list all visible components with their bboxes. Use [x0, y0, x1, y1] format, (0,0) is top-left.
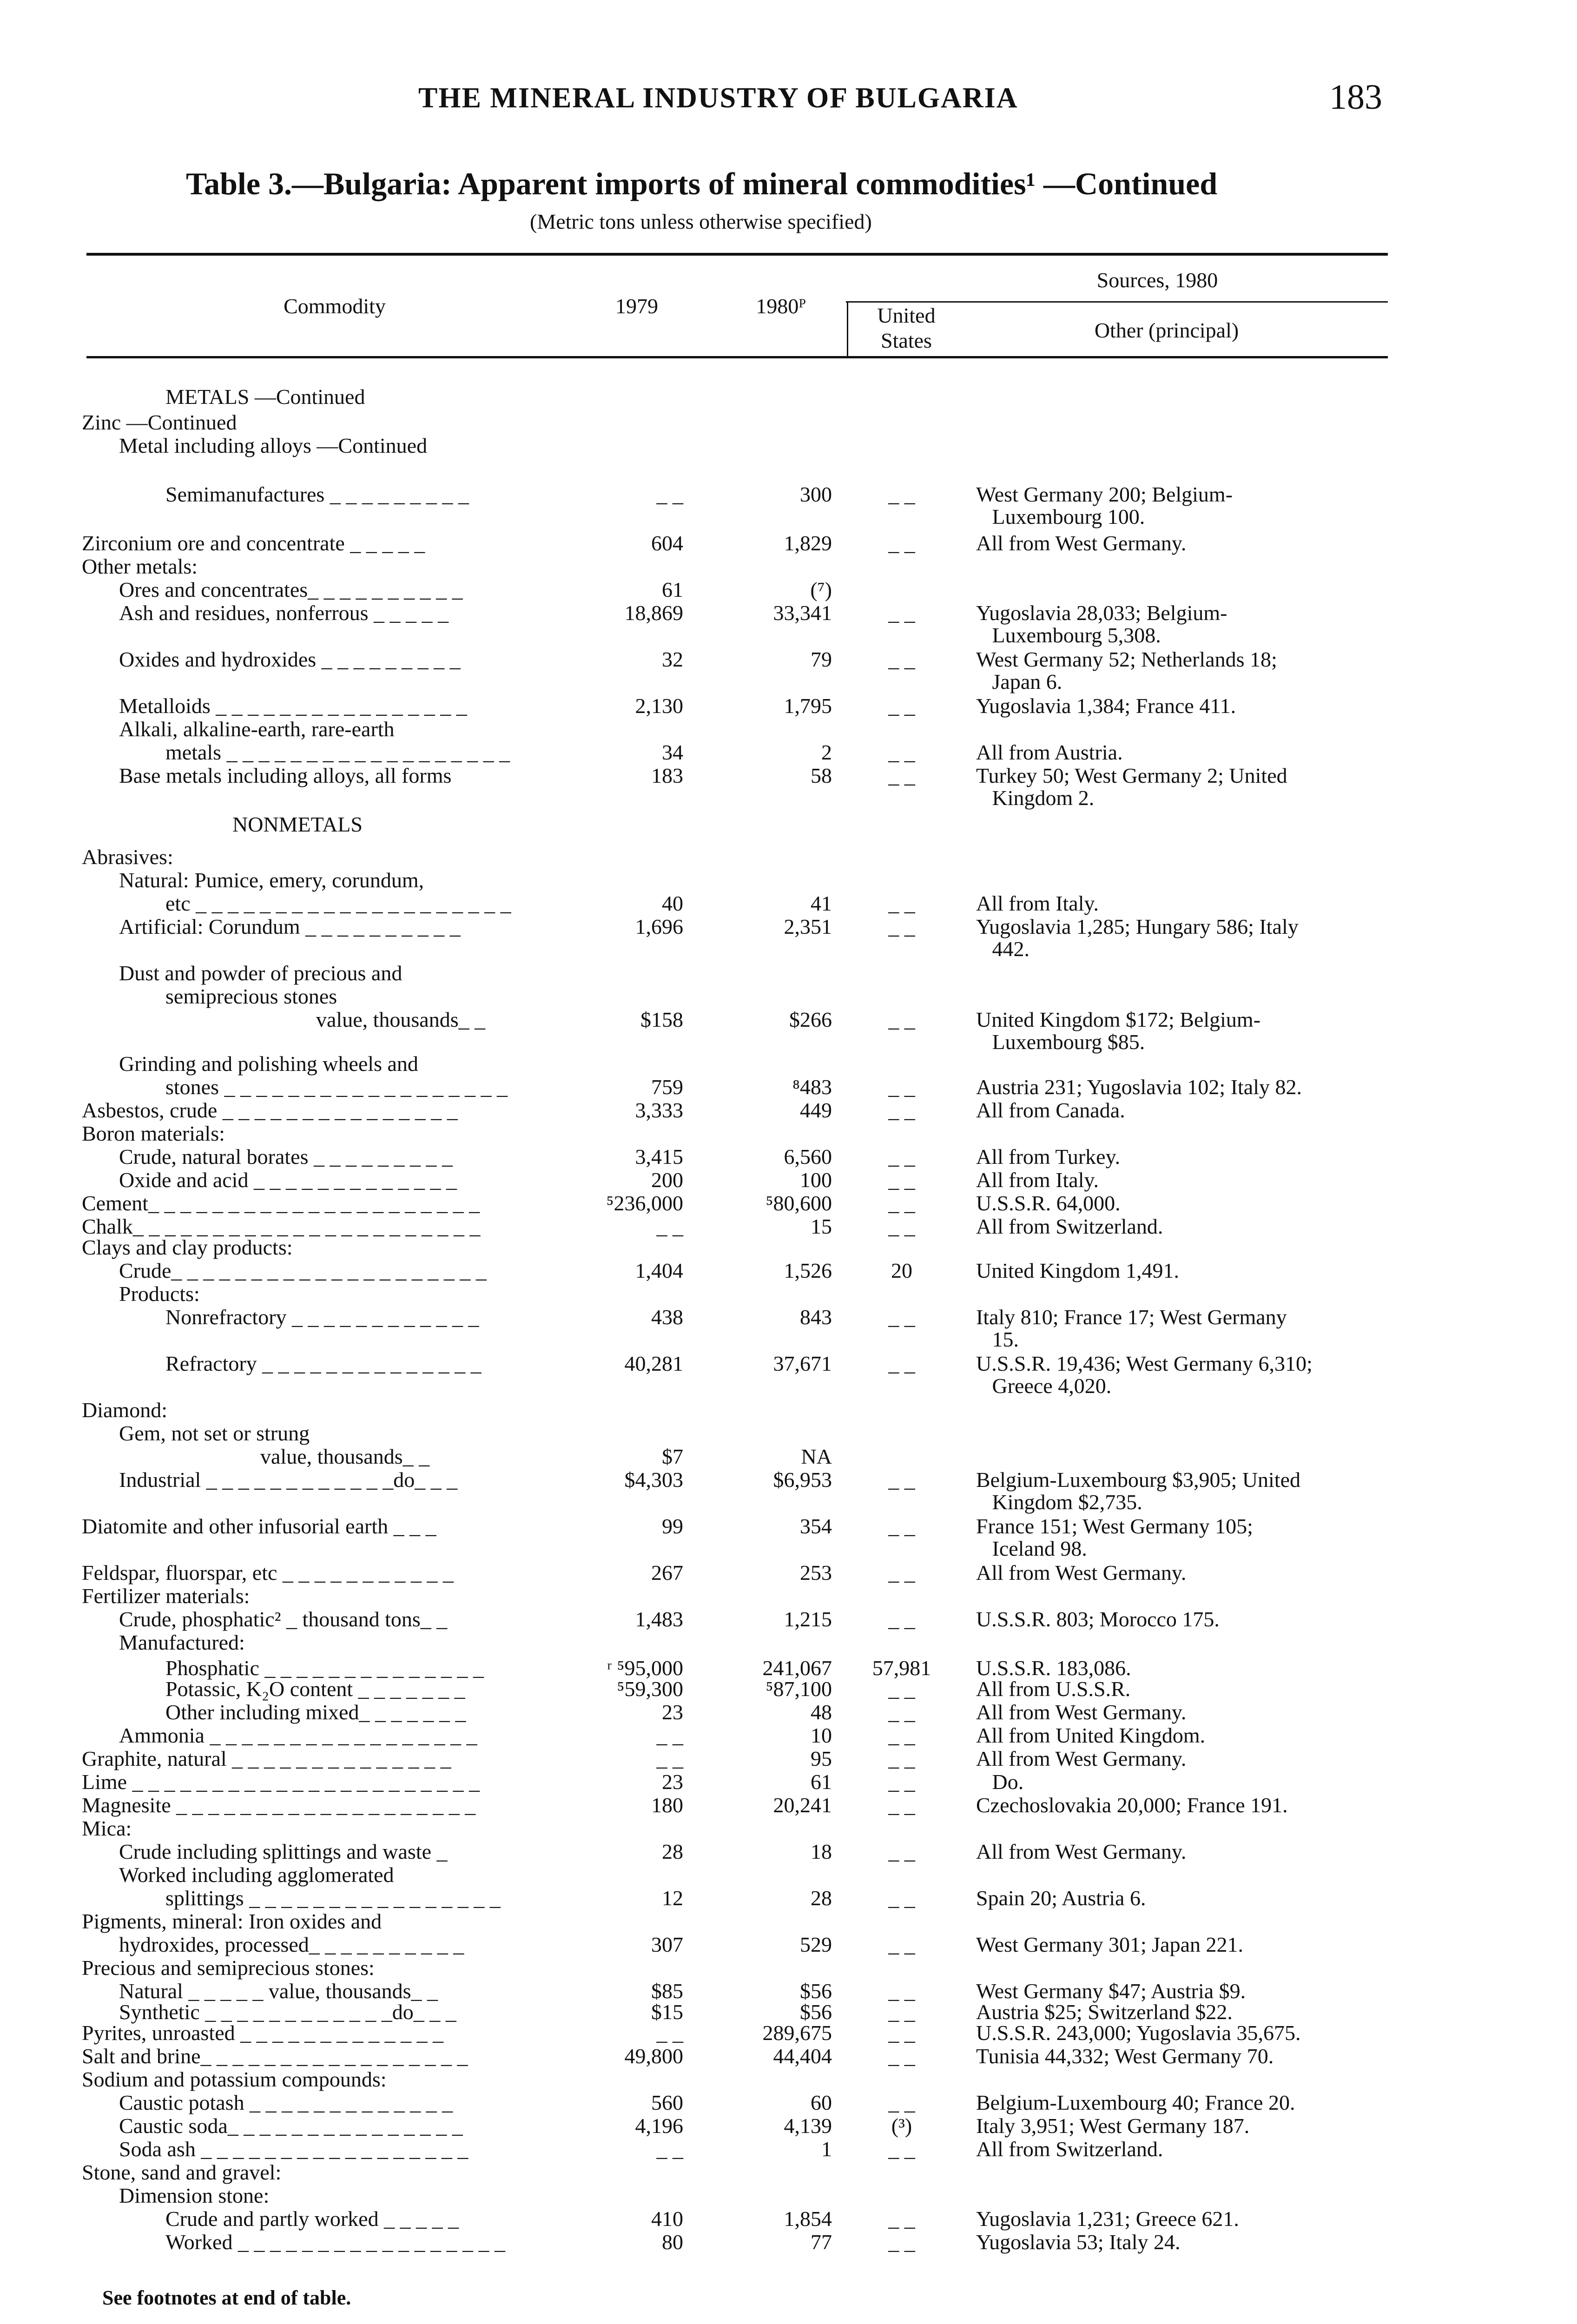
value-1979: _ _ [656, 1723, 683, 1747]
value-1980: 100 [800, 1168, 832, 1192]
value-1979: 49,800 [624, 2044, 683, 2068]
value-1980: $266 [789, 1008, 832, 1031]
other-sources: All from West Germany. [976, 1840, 1187, 1863]
other-sources: All from West Germany. [976, 1747, 1187, 1770]
value-1979: _ _ [656, 2137, 683, 2161]
col-header-1980: 1980ᴾ [756, 294, 806, 318]
col-header-1979: 1979 [615, 294, 658, 318]
commodity-label: Zirconium ore and concentrate _ _ _ _ _ [82, 531, 425, 555]
table-title: Table 3.—Bulgaria: Apparent imports of mineral commodities¹ —Continued [186, 166, 1218, 201]
other-sources: Yugoslavia 1,384; France 411. [976, 694, 1236, 718]
value-united-states: _ _ [888, 1145, 915, 1169]
value-1979: ʳ ⁵95,000 [607, 1656, 683, 1680]
commodity-label: stones _ _ _ _ _ _ _ _ _ _ _ _ _ _ _ _ _ _ [165, 1075, 508, 1099]
commodity-label: Alkali, alkaline-earth, rare-earth [119, 717, 395, 741]
value-1979: 1,483 [635, 1607, 683, 1631]
commodity-label: Stone, sand and gravel: [82, 2160, 282, 2184]
value-1980: $56 [800, 1979, 832, 2003]
value-1980: 61 [811, 1770, 832, 1794]
commodity-label: Base metals including alloys, all forms [119, 764, 452, 787]
value-1979: 200 [651, 1168, 683, 1192]
other-sources: U.S.S.R. 64,000. [976, 1191, 1121, 1215]
commodity-label: Metal including alloys —Continued [119, 434, 428, 457]
commodity-label: Artificial: Corundum _ _ _ _ _ _ _ _ _ _ [119, 915, 461, 938]
value-1980: 2 [821, 740, 832, 764]
other-sources: Tunisia 44,332; West Germany 70. [976, 2044, 1274, 2068]
value-1980: (⁷) [810, 578, 832, 601]
value-1980: ⁸483 [792, 1075, 832, 1099]
value-united-states: _ _ [888, 694, 915, 718]
other-sources: Austria 231; Yugoslavia 102; Italy 82. [976, 1075, 1302, 1099]
commodity-label: Industrial _ _ _ _ _ _ _ _ _ _ _ _do_ _ _ [119, 1468, 458, 1492]
other-sources: U.S.S.R. 803; Morocco 175. [976, 1607, 1220, 1631]
other-sources: West Germany 301; Japan 221. [976, 1933, 1243, 1956]
value-1980: 18 [811, 1840, 832, 1863]
other-sources: Spain 20; Austria 6. [976, 1886, 1146, 1910]
value-united-states: _ _ [888, 482, 915, 506]
value-1980: NA [801, 1445, 832, 1468]
commodity-label: Manufactured: [119, 1631, 245, 1654]
value-1980: ⁵87,100 [765, 1677, 832, 1701]
commodity-label: Crude including splittings and waste _ [119, 1840, 448, 1863]
value-1979: 183 [651, 764, 683, 787]
col-header-sources: Sources, 1980 [1096, 268, 1218, 292]
commodity-label: METALS —Continued [165, 385, 365, 409]
value-united-states: _ _ [888, 1098, 915, 1122]
commodity-label: Salt and brine_ _ _ _ _ _ _ _ _ _ _ _ _ _ _ _ _ [82, 2044, 468, 2068]
commodity-label: Fertilizer materials: [82, 1584, 250, 1608]
commodity-label: Chalk_ _ _ _ _ _ _ _ _ _ _ _ _ _ _ _ _ _ _ _ _ _ [82, 1215, 481, 1238]
value-united-states: _ _ [888, 1770, 915, 1794]
commodity-label: Metalloids _ _ _ _ _ _ _ _ _ _ _ _ _ _ _ _ [119, 694, 467, 718]
commodity-label: NONMETALS [232, 812, 363, 836]
commodity-label: Precious and semiprecious stones: [82, 1956, 375, 1980]
value-1979: 1,404 [635, 1259, 683, 1282]
commodity-label: Cement_ _ _ _ _ _ _ _ _ _ _ _ _ _ _ _ _ _ _ _ _ [82, 1191, 480, 1215]
other-sources: All from U.S.S.R. [976, 1677, 1131, 1701]
value-1979: 23 [662, 1700, 683, 1724]
value-1980: 44,404 [773, 2044, 832, 2068]
value-1979: 34 [662, 740, 683, 764]
other-sources: France 151; West Germany 105; Iceland 98. [976, 1514, 1253, 1560]
value-united-states: _ _ [888, 2021, 915, 2045]
value-united-states: _ _ [888, 1305, 915, 1329]
value-1980: $6,953 [773, 1468, 832, 1492]
value-1979: $4,303 [624, 1468, 683, 1492]
commodity-label: Worked _ _ _ _ _ _ _ _ _ _ _ _ _ _ _ _ _ [165, 2230, 505, 2254]
value-1979: 4,196 [635, 2114, 683, 2138]
other-sources: West Germany 52; Netherlands 18; Japan 6. [976, 647, 1277, 693]
value-1980: 253 [800, 1561, 832, 1585]
value-1979: 759 [651, 1075, 683, 1099]
commodity-label: value, thousands_ _ [316, 1008, 486, 1031]
value-1979: 18,869 [624, 601, 683, 625]
other-sources: Czechoslovakia 20,000; France 191. [976, 1793, 1288, 1817]
other-sources: All from West Germany. [976, 531, 1187, 555]
commodity-label: Crude, natural borates _ _ _ _ _ _ _ _ _ [119, 1145, 453, 1169]
value-united-states: 57,981 [872, 1656, 931, 1680]
value-1979: 3,415 [635, 1145, 683, 1169]
commodity-label: Crude, phosphatic² _ thousand tons_ _ [119, 1607, 448, 1631]
value-1979: 180 [651, 1793, 683, 1817]
value-1980: 1,795 [784, 694, 832, 718]
commodity-label: Semimanufactures _ _ _ _ _ _ _ _ _ [165, 482, 469, 506]
commodity-label: Products: [119, 1282, 200, 1306]
value-1979: 80 [662, 2230, 683, 2254]
value-1979: $158 [640, 1008, 683, 1031]
commodity-label: Pyrites, unroasted _ _ _ _ _ _ _ _ _ _ _ _ _ [82, 2021, 444, 2045]
value-1980: 79 [811, 647, 832, 671]
commodity-label: Asbestos, crude _ _ _ _ _ _ _ _ _ _ _ _ _ _ _ [82, 1098, 458, 1122]
commodity-label: Crude_ _ _ _ _ _ _ _ _ _ _ _ _ _ _ _ _ _ _ _ [119, 1259, 487, 1282]
commodity-label: Boron materials: [82, 1122, 225, 1145]
value-1980: 354 [800, 1514, 832, 1538]
value-1979: 40,281 [624, 1352, 683, 1375]
value-united-states: _ _ [888, 1747, 915, 1770]
value-united-states: _ _ [888, 1723, 915, 1747]
commodity-label: metals _ _ _ _ _ _ _ _ _ _ _ _ _ _ _ _ _ _ [165, 740, 510, 764]
other-sources: Italy 3,951; West Germany 187. [976, 2114, 1250, 2138]
value-1980: 10 [811, 1723, 832, 1747]
commodity-label: Natural _ _ _ _ _ value, thousands_ _ [119, 1979, 438, 2003]
commodity-label: etc _ _ _ _ _ _ _ _ _ _ _ _ _ _ _ _ _ _ _ _ [165, 891, 511, 915]
value-1980: 449 [800, 1098, 832, 1122]
value-1979: _ _ [656, 1747, 683, 1770]
value-1980: ⁵80,600 [765, 1191, 832, 1215]
other-sources: All from Switzerland. [976, 2137, 1163, 2161]
other-sources: Austria $25; Switzerland $22. [976, 2000, 1233, 2024]
value-1979: 267 [651, 1561, 683, 1585]
value-1980: 20,241 [773, 1793, 832, 1817]
value-1980: 843 [800, 1305, 832, 1329]
value-1980: 33,341 [773, 601, 832, 625]
value-united-states: _ _ [888, 1677, 915, 1701]
other-sources: All from West Germany. [976, 1700, 1187, 1724]
value-united-states: _ _ [888, 1979, 915, 2003]
value-1979: 3,333 [635, 1098, 683, 1122]
col-header-united-states: United States [877, 304, 936, 352]
other-sources: All from Switzerland. [976, 1215, 1163, 1238]
value-1980: 1,215 [784, 1607, 832, 1631]
value-1980: 289,675 [762, 2021, 832, 2045]
commodity-label: Crude and partly worked _ _ _ _ _ [165, 2207, 459, 2231]
other-sources: Yugoslavia 1,285; Hungary 586; Italy 442. [976, 915, 1299, 961]
other-sources: U.S.S.R. 183,086. [976, 1656, 1131, 1680]
value-1980: 1,854 [784, 2207, 832, 2231]
value-united-states: _ _ [888, 1886, 915, 1910]
commodity-label: Soda ash _ _ _ _ _ _ _ _ _ _ _ _ _ _ _ _ _ [119, 2137, 468, 2161]
other-sources: All from Turkey. [976, 1145, 1121, 1169]
value-1980: 1,829 [784, 531, 832, 555]
value-1980: 4,139 [784, 2114, 832, 2138]
value-united-states: _ _ [888, 915, 915, 938]
commodity-label: Caustic soda_ _ _ _ _ _ _ _ _ _ _ _ _ _ _ [119, 2114, 463, 2138]
commodity-label: value, thousands_ _ [260, 1445, 430, 1468]
other-sources: U.S.S.R. 19,436; West Germany 6,310; Greece 4,020. [976, 1352, 1313, 1398]
value-united-states: _ _ [888, 1215, 915, 1238]
commodity-label: Diamond: [82, 1398, 167, 1422]
value-united-states: _ _ [888, 891, 915, 915]
value-united-states: _ _ [888, 1008, 915, 1031]
value-1980: 1,526 [784, 1259, 832, 1282]
value-1979: 2,130 [635, 694, 683, 718]
value-1979: 307 [651, 1933, 683, 1956]
value-united-states: _ _ [888, 1168, 915, 1192]
other-sources: Yugoslavia 1,231; Greece 621. [976, 2207, 1239, 2231]
commodity-label: Refractory _ _ _ _ _ _ _ _ _ _ _ _ _ _ [165, 1352, 482, 1375]
value-united-states: _ _ [888, 2137, 915, 2161]
commodity-label: Synthetic _ _ _ _ _ _ _ _ _ _ _ _do_ _ _ [119, 2000, 456, 2024]
value-1979: ⁵59,300 [617, 1677, 683, 1701]
col-header-other-principal: Other (principal) [1094, 318, 1239, 342]
value-united-states: _ _ [888, 531, 915, 555]
value-united-states: _ _ [888, 1561, 915, 1585]
value-1980: 58 [811, 764, 832, 787]
value-united-states: _ _ [888, 2000, 915, 2024]
value-1979: 1,696 [635, 915, 683, 938]
value-united-states: _ _ [888, 647, 915, 671]
other-sources: All from Italy. [976, 1168, 1099, 1192]
commodity-label: Dust and powder of precious and [119, 961, 402, 985]
commodity-label: Gem, not set or strung [119, 1421, 310, 1445]
other-sources: Italy 810; France 17; West Germany 15. [976, 1305, 1287, 1351]
commodity-label: Lime _ _ _ _ _ _ _ _ _ _ _ _ _ _ _ _ _ _ _ _ _ _ [82, 1770, 480, 1794]
value-united-states: _ _ [888, 2091, 915, 2114]
value-1980: 37,671 [773, 1352, 832, 1375]
value-1980: 60 [811, 2091, 832, 2114]
value-united-states: _ _ [888, 1700, 915, 1724]
commodity-label: Natural: Pumice, emery, corundum, [119, 868, 424, 892]
value-1979: 438 [651, 1305, 683, 1329]
value-1979: 99 [662, 1514, 683, 1538]
value-1980: 15 [811, 1215, 832, 1238]
value-1980: 48 [811, 1700, 832, 1724]
value-1979: 560 [651, 2091, 683, 2114]
value-united-states: _ _ [888, 1468, 915, 1492]
value-1979: $15 [651, 2000, 683, 2024]
value-united-states: _ _ [888, 1075, 915, 1099]
value-1980: 529 [800, 1933, 832, 1956]
commodity-label: Oxide and acid _ _ _ _ _ _ _ _ _ _ _ _ _ [119, 1168, 457, 1192]
commodity-label: Ash and residues, nonferrous _ _ _ _ _ [119, 601, 449, 625]
commodity-label: Potassic, K₂O content _ _ _ _ _ _ _ [165, 1677, 465, 1701]
commodity-label: Other including mixed_ _ _ _ _ _ _ [165, 1700, 466, 1724]
commodity-label: Abrasives: [82, 845, 173, 869]
value-1979: 12 [662, 1886, 683, 1910]
commodity-label: splittings _ _ _ _ _ _ _ _ _ _ _ _ _ _ _ _ [165, 1886, 501, 1910]
value-1979: ⁵236,000 [606, 1191, 683, 1215]
value-united-states: _ _ [888, 740, 915, 764]
value-1979: $7 [662, 1445, 683, 1468]
value-1980: 300 [800, 482, 832, 506]
other-sources: United Kingdom $172; Belgium- Luxembourg $85. [976, 1008, 1261, 1054]
value-1979: 604 [651, 531, 683, 555]
value-united-states: _ _ [888, 1933, 915, 1956]
value-united-states: _ _ [888, 1514, 915, 1538]
other-sources: United Kingdom 1,491. [976, 1259, 1179, 1282]
other-sources: U.S.S.R. 243,000; Yugoslavia 35,675. [976, 2021, 1301, 2045]
value-united-states: (³) [891, 2114, 912, 2138]
commodity-label: Oxides and hydroxides _ _ _ _ _ _ _ _ _ [119, 647, 461, 671]
commodity-label: Other metals: [82, 555, 198, 578]
commodity-label: Pigments, mineral: Iron oxides and [82, 1909, 382, 1933]
footnote: See footnotes at end of table. [102, 2286, 351, 2309]
other-sources: West Germany 200; Belgium- Luxembourg 100. [976, 482, 1233, 528]
other-sources: All from Austria. [976, 740, 1123, 764]
value-1979: _ _ [656, 1215, 683, 1238]
value-united-states: _ _ [888, 1840, 915, 1863]
commodity-label: Feldspar, fluorspar, etc _ _ _ _ _ _ _ _ _ _ _ [82, 1561, 454, 1585]
value-1980: 241,067 [762, 1656, 832, 1680]
page-number: 183 [1329, 78, 1382, 117]
commodity-label: Sodium and potassium compounds: [82, 2067, 387, 2091]
commodity-label: Phosphatic _ _ _ _ _ _ _ _ _ _ _ _ _ _ [165, 1656, 484, 1680]
other-sources: Yugoslavia 53; Italy 24. [976, 2230, 1181, 2254]
commodity-label: Grinding and polishing wheels and [119, 1052, 418, 1076]
value-1979: 61 [662, 578, 683, 601]
value-1980: 41 [811, 891, 832, 915]
other-sources: Do. [976, 1770, 1024, 1794]
value-united-states: _ _ [888, 1352, 915, 1375]
value-1980: 77 [811, 2230, 832, 2254]
commodity-label: Caustic potash _ _ _ _ _ _ _ _ _ _ _ _ _ [119, 2091, 453, 2114]
other-sources: Belgium-Luxembourg $3,905; United Kingdom $2,735. [976, 1468, 1301, 1514]
commodity-label: Dimension stone: [119, 2184, 270, 2207]
value-united-states: _ _ [888, 2044, 915, 2068]
value-united-states: _ _ [888, 601, 915, 625]
other-sources: Belgium-Luxembourg 40; France 20. [976, 2091, 1295, 2114]
commodity-label: Ores and concentrates_ _ _ _ _ _ _ _ _ _ [119, 578, 463, 601]
value-1979: 28 [662, 1840, 683, 1863]
value-1979: 410 [651, 2207, 683, 2231]
other-sources: Yugoslavia 28,033; Belgium- Luxembourg 5,308. [976, 601, 1227, 647]
other-sources: West Germany $47; Austria $9. [976, 1979, 1246, 2003]
running-head: THE MINERAL INDUSTRY OF BULGARIA [418, 82, 1018, 114]
value-1979: 32 [662, 647, 683, 671]
value-united-states: 20 [891, 1259, 912, 1282]
value-1980: 6,560 [784, 1145, 832, 1169]
other-sources: All from Canada. [976, 1098, 1125, 1122]
commodity-label: hydroxides, processed_ _ _ _ _ _ _ _ _ _ [119, 1933, 464, 1956]
commodity-label: Nonrefractory _ _ _ _ _ _ _ _ _ _ _ _ [165, 1305, 479, 1329]
col-header-commodity: Commodity [284, 294, 386, 318]
other-sources: All from Italy. [976, 891, 1099, 915]
commodity-label: Worked including agglomerated [119, 1863, 394, 1887]
value-united-states: _ _ [888, 2230, 915, 2254]
value-1979: 23 [662, 1770, 683, 1794]
value-united-states: _ _ [888, 1191, 915, 1215]
commodity-label: semiprecious stones [165, 984, 337, 1008]
other-sources: All from West Germany. [976, 1561, 1187, 1585]
other-sources: Turkey 50; West Germany 2; United Kingdom 2. [976, 764, 1287, 810]
commodity-label: Mica: [82, 1816, 132, 1840]
value-1980: $56 [800, 2000, 832, 2024]
value-1979: 40 [662, 891, 683, 915]
commodity-label: Graphite, natural _ _ _ _ _ _ _ _ _ _ _ _ _ _ [82, 1747, 451, 1770]
commodity-label: Ammonia _ _ _ _ _ _ _ _ _ _ _ _ _ _ _ _ _ [119, 1723, 477, 1747]
commodity-label: Clays and clay products: [82, 1235, 293, 1259]
other-sources: All from United Kingdom. [976, 1723, 1206, 1747]
value-1979: _ _ [656, 482, 683, 506]
value-united-states: _ _ [888, 2207, 915, 2231]
value-1980: 28 [811, 1886, 832, 1910]
value-1980: 1 [821, 2137, 832, 2161]
commodity-label: Magnesite _ _ _ _ _ _ _ _ _ _ _ _ _ _ _ _ _ _ _ [82, 1793, 476, 1817]
value-1980: 95 [811, 1747, 832, 1770]
table-subtitle: (Metric tons unless otherwise specified) [530, 210, 872, 233]
commodity-label: Diatomite and other infusorial earth _ _ _ [82, 1514, 436, 1538]
value-1980: 2,351 [784, 915, 832, 938]
value-united-states: _ _ [888, 1607, 915, 1631]
value-1979: _ _ [656, 2021, 683, 2045]
value-1979: $85 [651, 1979, 683, 2003]
commodity-label: Zinc —Continued [82, 410, 237, 434]
value-united-states: _ _ [888, 764, 915, 787]
value-united-states: _ _ [888, 1793, 915, 1817]
